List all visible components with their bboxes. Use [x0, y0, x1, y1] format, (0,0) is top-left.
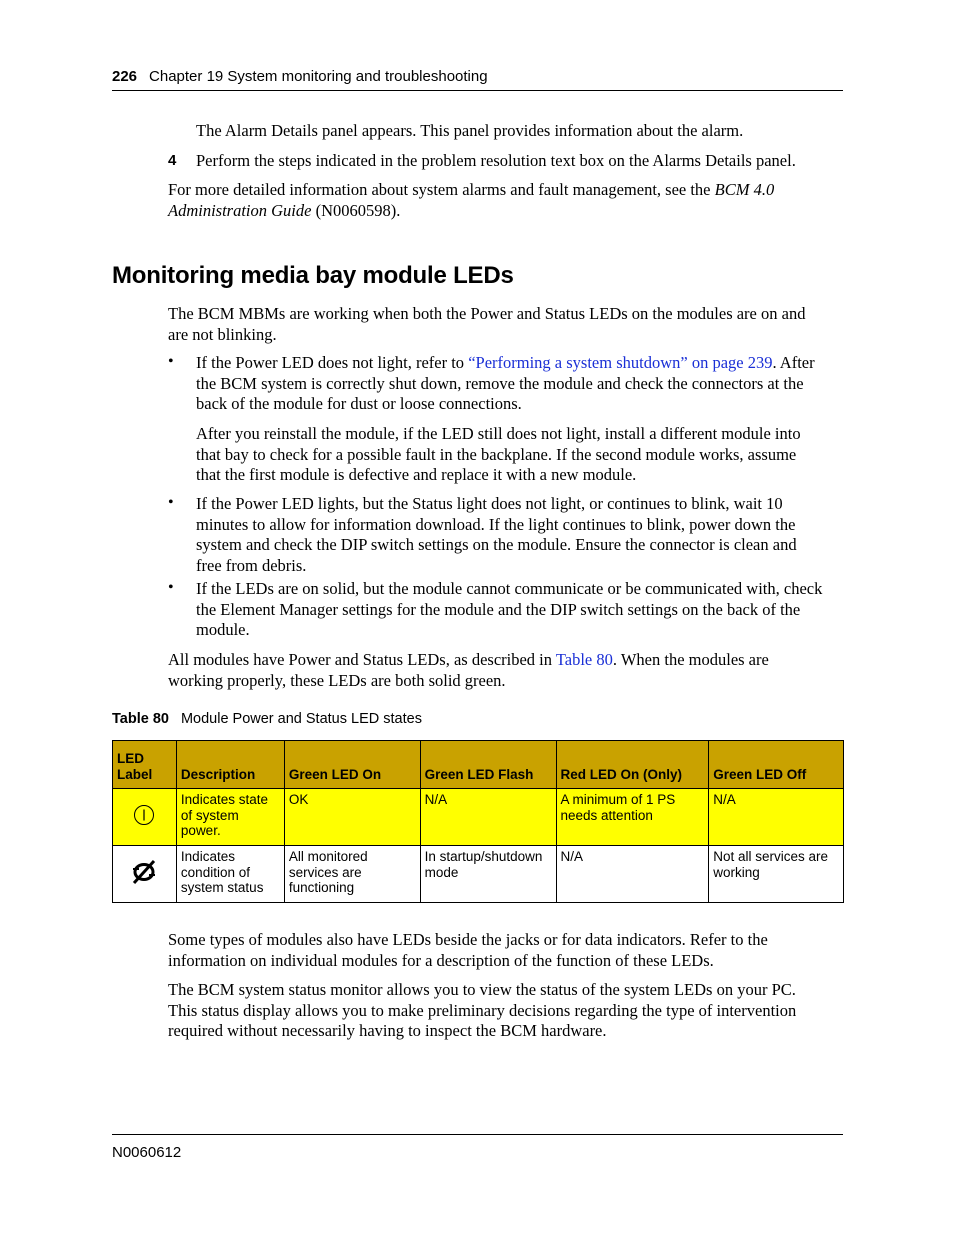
status-led-icon: [130, 858, 158, 886]
text-line: that the first module is defective and replace it with a new module.: [196, 465, 637, 484]
bullet-subparagraph: [196, 424, 801, 486]
red-on-cell: N/A: [556, 846, 709, 903]
header-description: Description: [176, 741, 284, 789]
table-caption: [112, 711, 422, 727]
text-line: the BCM system is correctly shut down, remove the module and check the connectors at the: [196, 373, 804, 393]
text-line: that bay to check for a possible fault in the backplane. If the second module works, assume: [196, 444, 797, 464]
more-info-paragraph: [168, 180, 848, 221]
led-label-cell: [113, 789, 177, 846]
green-off-cell: N/A: [709, 789, 844, 846]
bullet-marker: •: [168, 353, 174, 370]
text-line: free from debris.: [196, 555, 307, 575]
header-red-on: Red LED On (Only): [556, 741, 709, 789]
text-line: working properly, these LEDs are both solid green.: [168, 670, 506, 690]
bullet-marker: •: [168, 579, 174, 596]
red-on-cell: A minimum of 1 PS needs attention: [556, 789, 709, 846]
header-led-label: LED Label: [113, 741, 177, 789]
green-off-cell: Not all services are working: [709, 846, 844, 903]
text-line: are not blinking.: [168, 324, 277, 344]
more-info-prefix: For more detailed information about system alarms and fault management, see the: [168, 180, 715, 199]
table-row: [113, 789, 844, 846]
description-cell: Indicates state of system power.: [176, 789, 284, 846]
text-line: the Element Manager settings for the module and the DIP switch settings on the back of the: [196, 599, 801, 619]
all-modules-paragraph: [168, 650, 769, 691]
status-monitor-paragraph: [168, 980, 796, 1042]
header-rule: [112, 90, 843, 91]
table-caption-text: Module Power and Status LED states: [180, 711, 422, 727]
module-leds-paragraph: [168, 930, 768, 971]
bullet-item-power-led: [196, 353, 815, 415]
green-flash-cell: N/A: [420, 789, 556, 846]
text-line: This status display allows you to make preliminary decisions regarding the type of intervention: [168, 1000, 797, 1020]
mbm-paragraph: [168, 304, 805, 345]
text-line: If the LEDs are on solid, but the module cannot communicate or be communicated with, check: [196, 579, 823, 598]
text-line: After you reinstall the module, if the LED still does not light, install a different module into: [196, 424, 801, 443]
header-green-flash: Green LED Flash: [420, 741, 556, 789]
text-line: module.: [196, 620, 250, 639]
led-states-table: [112, 740, 844, 903]
text-line: information on individual modules for a description of the function of these LEDs.: [168, 950, 714, 970]
bullet-item-leds-solid: [196, 579, 822, 641]
chapter-title: Chapter 19 System monitoring and troubleshooting: [149, 68, 488, 85]
description-cell: Indicates condition of system status: [176, 846, 284, 903]
text-line: system and check the DIP switch settings on the module. Ensure the connector is clean and: [196, 535, 797, 554]
step-text: Perform the steps indicated in the problem resolution text box on the Alarms Details panel.: [196, 151, 796, 170]
table-header-row: [113, 741, 844, 789]
table-row: [113, 846, 844, 903]
text-span: All modules have Power and Status LEDs, as described in: [168, 650, 556, 669]
shutdown-link[interactable]: “Performing a system shutdown” on page 239: [468, 353, 773, 372]
guide-title-2: Administration Guide: [168, 200, 312, 220]
bullet-item-status-light: [196, 494, 797, 576]
green-on-cell: OK: [284, 789, 420, 846]
bullet-marker: •: [168, 494, 174, 511]
power-led-icon: [133, 804, 155, 826]
text-span: . After: [772, 353, 815, 372]
text-line: back of the module for dust or loose connections.: [196, 394, 522, 413]
table-80-link[interactable]: Table 80: [555, 650, 613, 669]
green-on-cell: All monitored services are functioning: [284, 846, 420, 903]
guide-title: BCM 4.0: [714, 180, 775, 199]
step-number: 4: [168, 152, 177, 169]
section-title: Monitoring media bay module LEDs: [112, 262, 514, 289]
text-line: Some types of modules also have LEDs beside the jacks or for data indicators. Refer to the: [168, 930, 768, 949]
led-label-cell: [113, 846, 177, 903]
footer-rule: [112, 1134, 843, 1135]
more-info-suffix: (N0060598).: [311, 200, 401, 220]
alarm-details-paragraph: The Alarm Details panel appears. This panel provides information about the alarm.: [196, 121, 744, 140]
page-header: [112, 68, 842, 85]
text-span: . When the modules are: [612, 650, 769, 669]
green-flash-cell: In startup/shutdown mode: [420, 846, 556, 903]
document-number: N0060612: [112, 1144, 182, 1161]
text-line: minutes to allow for information download. If the light continues to blink, power down the: [196, 514, 796, 534]
header-green-off: Green LED Off: [709, 741, 844, 789]
text-line: If the Power LED lights, but the Status light does not light, or continues to blink, wait 10: [196, 494, 783, 513]
header-green-on: Green LED On: [284, 741, 420, 789]
text-span: If the Power LED does not light, refer to: [196, 353, 469, 372]
page-number: 226: [112, 68, 138, 85]
text-line: required without necessarily having to inspect the BCM hardware.: [168, 1021, 607, 1040]
text-line: The BCM MBMs are working when both the Power and Status LEDs on the modules are on and: [168, 304, 806, 323]
table-caption-label: Table 80: [112, 711, 169, 727]
text-line: The BCM system status monitor allows you to view the status of the system LEDs on your PC.: [168, 980, 796, 999]
